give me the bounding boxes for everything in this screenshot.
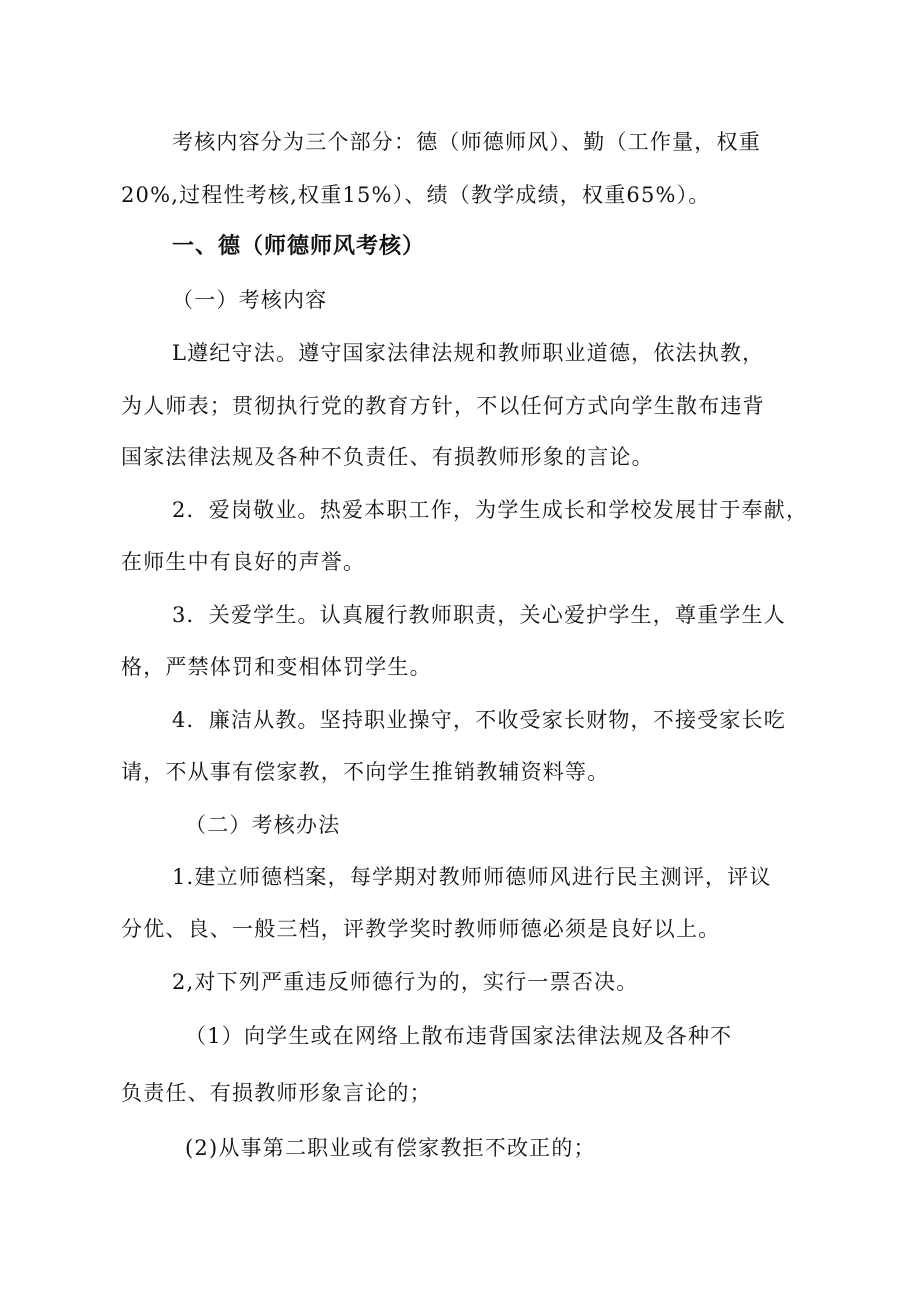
subitem-2-line-1: (2)从事第二职业或有偿家教拒不改正的； xyxy=(185,1136,596,1160)
intro-line-2: 20%,过程性考核,权重15%）、绩（教学成绩，权重65%）。 xyxy=(121,183,711,207)
item-1-line-1: L遵纪守法。遵守国家法律法规和教师职业道德，依法执教， xyxy=(172,341,765,365)
method-2-line-1: 2,对下列严重违反师德行为的，实行一票否决。 xyxy=(172,970,639,994)
method-1-line-1: 1.建立师德档案，每学期对教师师德师风进行民主测评，评议 xyxy=(172,865,772,889)
subsection-2-title: （二）考核办法 xyxy=(185,813,341,837)
item-2-line-2: 在师生中有良好的声誉。 xyxy=(121,550,366,574)
item-1-line-2: 为人师表；贯彻执行党的教育方针，不以任何方式向学生散布违背 xyxy=(121,394,765,418)
subitem-1-line-1: （1）向学生或在网络上散布违背国家法律法规及各种不 xyxy=(185,1024,733,1048)
intro-line-1: 考核内容分为三个部分：德（师德师风）、勤（工作量，权重 xyxy=(172,130,761,154)
item-4-line-1: 4．廉洁从教。坚持职业操守，不收受家长财物，不接受家长吃 xyxy=(172,708,786,732)
item-3-line-2: 格，严禁体罚和变相体罚学生。 xyxy=(121,655,432,679)
item-3-line-1: 3．关爱学生。认真履行教师职责，关心爱护学生，尊重学生人 xyxy=(172,603,786,627)
item-2-line-1: 2．爱岗敬业。热爱本职工作，为学生成长和学校发展甘于奉献， xyxy=(172,498,809,522)
section-1-heading: 一、德（师德师风考核） xyxy=(172,234,426,259)
subsection-1-title: （一）考核内容 xyxy=(172,288,328,312)
item-1-line-3: 国家法律法规及各种不负责任、有损教师形象的言论。 xyxy=(121,445,654,469)
subitem-1-line-2: 负责任、有损教师形象言论的； xyxy=(121,1081,432,1105)
item-4-line-2: 请，不从事有偿家教，不向学生推销教辅资料等。 xyxy=(121,760,610,784)
method-1-line-2: 分优、良、一般三档，评教学奖时教师师德必须是良好以上。 xyxy=(121,917,721,941)
